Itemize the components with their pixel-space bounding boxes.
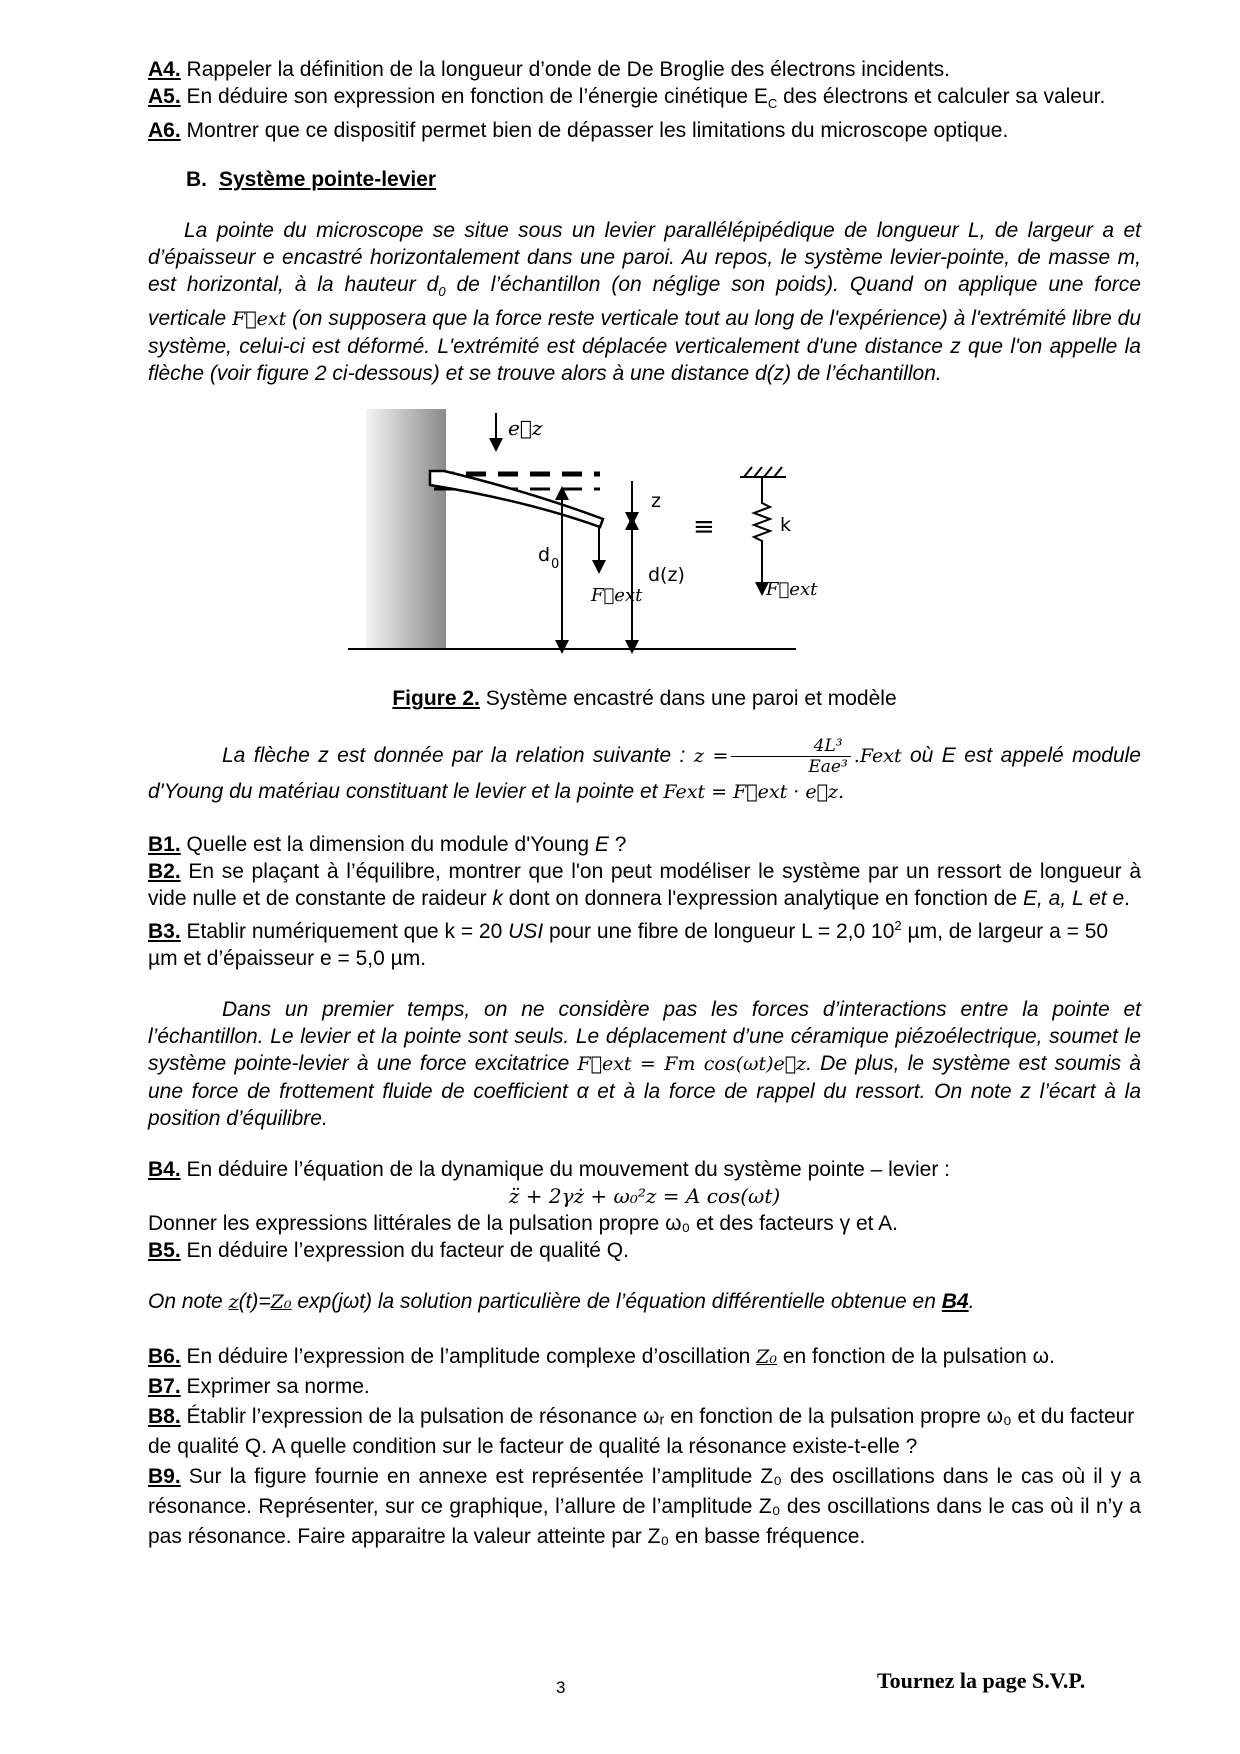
question-text: En déduire l’expression du facteur de qualité Q. xyxy=(180,1239,629,1263)
spacer xyxy=(148,193,1141,217)
excitation-paragraph xyxy=(148,996,1141,1132)
section-heading xyxy=(186,166,1141,193)
question-text: En déduire son expression en fonction de l’énergie cinétique E xyxy=(180,85,768,108)
cantilever-diagram xyxy=(148,409,1141,677)
ez-label: e⃗z xyxy=(508,416,543,441)
question-label: A4. xyxy=(148,58,181,81)
force-symbol: F⃗ext xyxy=(232,308,287,331)
excitation-text: Dans un premier temps, on ne considère pas les forces d’interactions entre la pointe et l’échantillon. Le levier et la pointe sont seuls. Le déplacement d’une céramique piézoélectrique, soumet le système pointe-levier à une force excitatrice xyxy=(148,998,1141,1076)
relation-fext: .Fext xyxy=(853,745,902,768)
note-text: On note xyxy=(148,1290,229,1314)
caption-label: Figure 2. xyxy=(392,687,480,711)
question-text-3: µm, de largeur a = 50 µm et d’épaisseur e = 5,0 µm. xyxy=(148,920,1109,971)
note-text-3: exp(jωt) la solution particulière de l’équation différentielle obtenue en xyxy=(291,1290,942,1314)
equivalence-symbol: ≡ xyxy=(693,512,715,543)
excitation-text-2: . De plus, le système est soumis à une force de frottement fluide de coefficient α et à la force de rappel du ressort. On note z l’écart à la position d’équilibre. xyxy=(148,1052,1141,1131)
question-end: dont on donnera l'expression analytique en fonction de xyxy=(502,887,1023,911)
subscript: C xyxy=(767,96,778,112)
spacer xyxy=(148,712,1141,736)
fraction-numerator: 4L³ xyxy=(731,736,850,757)
question-end-2: . xyxy=(1124,887,1130,911)
question-end: ? xyxy=(608,833,627,857)
dz-label: d(z) xyxy=(648,564,685,587)
intro-text-1: La pointe du microscope se situe sous un levier parallélépipédique de longueur L, de largeur a et d’épaisseur e encastré horizontalement dans une paroi. Au repos, le système levier-pointe, de masse m, est horizontal, à la hauteur d xyxy=(148,219,1141,297)
question-label: B7. xyxy=(148,1375,181,1399)
relation-tail: où E est appelé module d'Young du matériau constituant le levier et la pointe et xyxy=(148,744,1141,804)
question-italic: E xyxy=(594,833,609,857)
fext-label: F⃗ext xyxy=(591,585,643,607)
k-label: k xyxy=(780,514,792,537)
z-label: z xyxy=(651,490,661,513)
figure-2 xyxy=(148,409,1141,677)
d0-label: d xyxy=(538,544,551,567)
question-text-tail: des électrons et calculer sa valeur. xyxy=(777,85,1106,108)
question-label: B5. xyxy=(148,1239,181,1263)
question-b5 xyxy=(148,1237,1141,1264)
spacer xyxy=(148,1264,1141,1288)
figure-caption xyxy=(148,685,1141,712)
question-b4 xyxy=(148,1156,1141,1183)
question-b4-follow: Donner les expressions littérales de la pulsation propre ω₀ et des facteurs γ et A. xyxy=(148,1212,899,1236)
caption-text: Système encastré dans une paroi et modèle xyxy=(479,687,897,711)
question-text: Montrer que ce dispositif permet bien de dépasser les limitations du microscope optique. xyxy=(180,119,1009,143)
d0-subscript: 0 xyxy=(551,557,560,573)
question-text-2: pour une fibre de longueur L = 2,0 10 xyxy=(543,920,895,944)
question-label: B6. xyxy=(148,1345,181,1369)
solution-note xyxy=(148,1288,1141,1316)
dynamic-equation: z̈ + 2γż + ω₀²z = A cos(ωt) xyxy=(508,1184,781,1209)
intro-text-3: (on supposera que la force reste verticale tout au long de l'expérience) à l'extrémité libre du système, celui-ci est déformé. L'extrémité est déplacée verticalement d'une distance z que l'on appelle la flèche (voir figure 2 ci-dessous) et se trouve alors à une distance d(z) de l’échantillon. xyxy=(148,307,1142,386)
question-a5 xyxy=(148,83,1141,117)
question-italic: k xyxy=(492,887,503,911)
z0-symbol: Z₀ xyxy=(756,1346,777,1369)
question-label: A5. xyxy=(148,85,181,108)
question-a6 xyxy=(148,117,1141,144)
question-label: B9. xyxy=(148,1465,181,1489)
question-label: B8. xyxy=(148,1405,181,1429)
note-z0: Z₀ xyxy=(270,1291,292,1314)
relation-fraction xyxy=(731,736,850,777)
question-text: Quelle est la dimension du module d'Young xyxy=(180,833,595,857)
page-content xyxy=(148,56,1141,1552)
note-text-2: (t)= xyxy=(238,1290,271,1314)
spacer xyxy=(148,972,1141,996)
note-z: z xyxy=(228,1291,239,1314)
spacer xyxy=(148,1132,1141,1156)
question-label: B1. xyxy=(148,833,181,857)
question-label: B4. xyxy=(148,1158,181,1182)
question-label: B3. xyxy=(148,920,181,944)
section-letter: B. xyxy=(186,168,207,192)
question-label: B2. xyxy=(148,860,181,884)
note-ref: B4 xyxy=(941,1290,969,1314)
relation-definition: Fext = F⃗ext · e⃗z. xyxy=(663,781,845,804)
spacer xyxy=(148,807,1141,831)
wall xyxy=(366,409,446,649)
excitation-force: F⃗ext = Fm cos(ωt)e⃗z xyxy=(577,1053,807,1076)
subscript: 0 xyxy=(438,284,446,300)
deflected-lever xyxy=(430,471,603,527)
question-b2 xyxy=(148,858,1141,912)
question-b3 xyxy=(148,912,1141,972)
question-text: En se plaçant à l’équilibre, montrer que l'on peut modéliser le système par un ressort de longueur à vide nulle et de constante de raideur xyxy=(148,860,1141,911)
spacer xyxy=(148,1316,1141,1342)
fraction-denominator: Eae³ xyxy=(808,757,848,778)
support-hatching xyxy=(744,467,782,477)
question-italic-2: E, a, L et e xyxy=(1022,887,1125,911)
question-end: en fonction de la pulsation ω. xyxy=(777,1345,1055,1369)
usi-unit: USI xyxy=(508,920,544,944)
spring xyxy=(754,477,770,547)
question-a4 xyxy=(148,56,1141,83)
intro-text-2: de l’échantillon (on néglige son poids). Quand on applique une force verticale xyxy=(148,273,1141,331)
page-number: 3 xyxy=(556,1678,566,1697)
intro-paragraph xyxy=(148,217,1141,387)
question-text: Rappeler la définition de la longueur d’onde de De Broglie des électrons incidents. xyxy=(180,58,951,81)
question-text: En déduire l’équation de la dynamique du mouvement du système pointe – levier : xyxy=(180,1158,950,1182)
question-text: Exprimer sa norme. xyxy=(180,1375,370,1399)
question-b7 xyxy=(148,1372,1141,1402)
question-label: A6. xyxy=(148,119,181,143)
question-text: Sur la figure fournie en annexe est représentée l’amplitude Z₀ des oscillations dans le cas où il y a résonance. Représenter, sur ce graphique, l’allure de l’amplitude Z₀ des oscillations dans le cas où il n’y a pas résonance. Faire apparaitre la valeur atteinte par Z₀ en basse fréquence. xyxy=(148,1465,1141,1549)
fext-label-model: F⃗ext xyxy=(766,579,818,601)
question-text: Etablir numériquement que k = 20 xyxy=(180,920,509,944)
question-b6 xyxy=(148,1342,1141,1372)
question-b9 xyxy=(148,1462,1141,1552)
question-text: En déduire l’expression de l’amplitude complexe d’oscillation xyxy=(180,1345,757,1369)
superscript: 2 xyxy=(894,918,902,934)
relation-lead: La flèche z est donnée par la relation suivante : xyxy=(222,744,694,768)
question-b1 xyxy=(148,831,1141,858)
relation-paragraph xyxy=(148,736,1141,807)
question-b8 xyxy=(148,1402,1141,1462)
question-text: Établir l’expression de la pulsation de résonance ωᵣ en fonction de la pulsation propre ω₀ et du facteur de qualité Q. A quelle condition sur le facteur de qualité la résonance existe-t-elle ? xyxy=(148,1405,1135,1459)
relation-z: z = xyxy=(693,745,729,768)
section-title: Système pointe-levier xyxy=(219,168,437,192)
turn-page-note: Tournez la page S.V.P. xyxy=(877,1668,1086,1693)
note-end: . xyxy=(968,1290,975,1314)
